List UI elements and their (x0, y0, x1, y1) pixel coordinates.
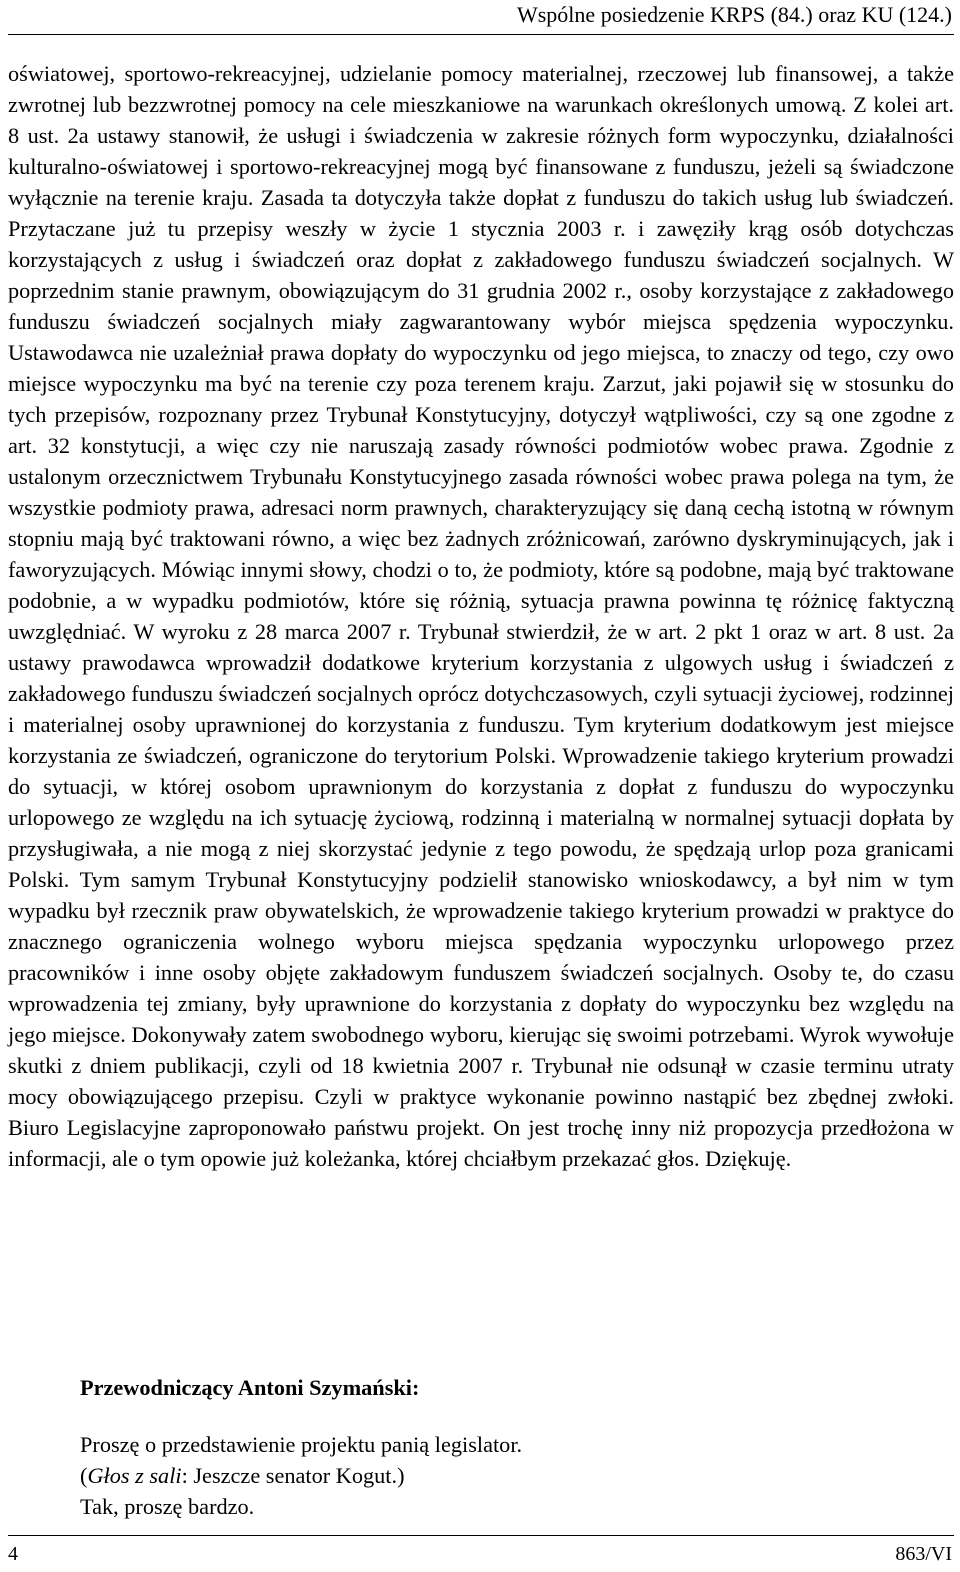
footer-divider (8, 1535, 954, 1536)
remark-line-2 (80, 1460, 522, 1491)
interjection-label: Głos z sali (87, 1463, 182, 1488)
speaker-remarks (80, 1429, 522, 1522)
header-divider (8, 34, 954, 35)
interjection-text: : Jeszcze senator Kogut.) (181, 1463, 405, 1488)
body-paragraph: oświatowej, sportowo-rekreacyjnej, udzielanie pomocy materialnej, rzeczowej lub finansowej, a także zwrotnej lub bezzwrotnej pomocy na cele mieszkaniowe na warunkach określonych umową. Z kolei art. 8 ust. 2a ustawy stanowił, że usługi i świadczenia w zakresie różnych form wypoczynku, działalności kulturalno-oświatowej i sportowo-rekreacyjnej mogą być finansowane z funduszu, jeżeli są świadczone wyłącznie na terenie kraju. Zasada ta dotyczyła także dopłat z funduszu do takich usług lub świadczeń. Przytaczane już tu przepisy weszły w życie 1 stycznia 2003 r. i zawęziły krąg osób dotychczas korzystających z usług i świadczeń oraz dopłat z zakładowego funduszu świadczeń socjalnych. W poprzednim stanie prawnym, obowiązującym do 31 grudnia 2002 r., osoby korzystające z zakładowego funduszu świadczeń socjalnych miały zagwarantowany wybór miejsca spędzenia wypoczynku. Ustawodawca nie uzależniał prawa dopłaty do wypoczynku od jego miejsca, to znaczy od tego, czy owo miejsce wypoczynku ma być na terenie czy poza terenem kraju. Zarzut, jaki pojawił się w stosunku do tych przepisów, rozpoznany przez Trybunał Konstytucyjny, dotyczył wątpliwości, czy są one zgodne z art. 32 konstytucji, a więc czy nie naruszają zasady równości podmiotów wobec prawa. Zgodnie z ustalonym orzecznictwem Trybunału Konstytucyjnego zasada równości wobec prawa polega na tym, że wszystkie podmioty prawa, adresaci norm prawnych, charakteryzujący się daną cechą istotną w równym stopniu mają być traktowani równo, a więc bez żadnych zróżnicowań, zarówno dyskryminujących, jak i faworyzujących. Mówiąc innymi słowy, chodzi o to, że podmioty, które są podobne, mają być traktowane podobnie, a w wypadku podmiotów, które się różnią, sytuacja prawna powinna tę różnicę faktyczną uwzględniać. W wyroku z 28 marca 2007 r. Trybunał stwierdził, że w art. 2 pkt 1 oraz w art. 8 ust. 2a ustawy prawodawca wprowadził dodatkowe kryterium korzystania z ulgowych usług i świadczeń z zakładowego funduszu świadczeń socjalnych oprócz dotychczasowych, czyli sytuacji życiowej, rodzinnej i materialnej osoby uprawnionej do korzystania z funduszu. Tym kryterium dodatkowym jest miejsce korzystania ze świadczeń, ograniczone do terytorium Polski. Wprowadzenie takiego kryterium prowadzi do sytuacji, w której osobom uprawnionym do korzystania z dopłat z funduszu do wypoczynku urlopowego ze względu na ich sytuację życiową, rodzinną i materialną w normalnej sytuacji dopłata by przysługiwała, a nie mogą z niej skorzystać jedynie z tego powodu, że spędzają urlop poza granicami Polski. Tym samym Trybunał Konstytucyjny podzielił stanowisko wnioskodawcy, a był nim w tym wypadku był rzecznik praw obywatelskich, że wprowadzenie takiego kryterium prowadzi w praktyce do znacznego ograniczenia wolnego wyboru miejsca spędzania wypoczynku urlopowego przez pracowników i inne osoby objęte zakładowym funduszem świadczeń socjalnych. Osoby te, do czasu wprowadzenia tej zmiany, były uprawnione do korzystania z dopłaty do wypoczynku bez względu na jego miejsce. Dokonywały zatem swobodnego wyboru, kierując się swoimi potrzebami. Wyrok wywołuje skutki z dniem publikacji, czyli od 18 kwietnia 2007 r. Trybunał nie odsunął w czasie terminu utraty mocy obowiązującego przepisu. Czyli w praktyce wykonanie powinno nastąpić bez zbędnej zwłoki. Biuro Legislacyjne zaproponowało państwu projekt. On jest trochę inny niż propozycja przedłożona w informacji, ale o tym opowie już koleżanka, której chciałbym przekazać głos. Dziękuję. (8, 61, 954, 1171)
remark-line-1: Proszę o przedstawienie projektu panią legislator. (80, 1432, 523, 1457)
remark-open-paren: ( (80, 1463, 88, 1488)
document-code: 863/VI (895, 1543, 952, 1565)
running-header: Wspólne posiedzenie KRPS (84.) oraz KU (124.) (516, 2, 952, 27)
speaker-name: Przewodniczący Antoni Szymański: (80, 1375, 420, 1400)
page-number: 4 (8, 1543, 18, 1565)
remark-line-3: Tak, proszę bardzo. (80, 1494, 255, 1519)
